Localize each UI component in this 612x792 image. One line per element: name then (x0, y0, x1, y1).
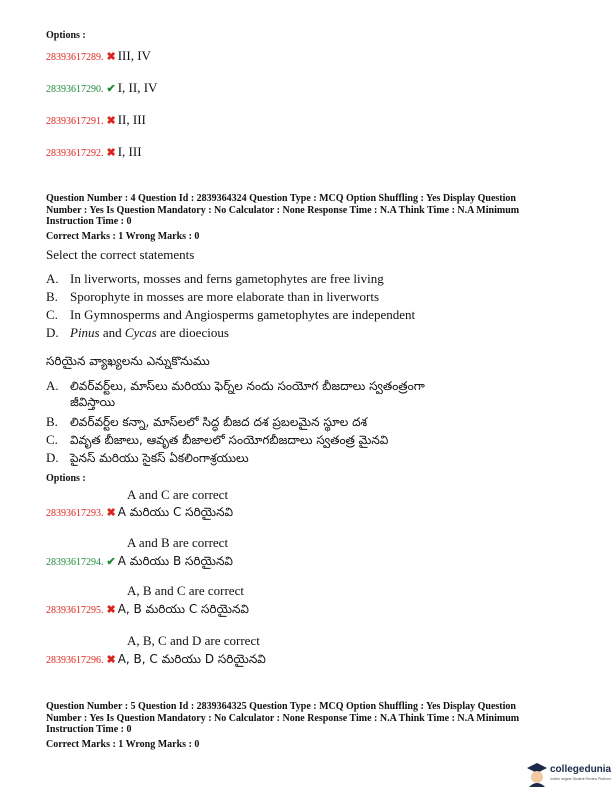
statement-label: C. (46, 307, 58, 322)
options-heading: Options : (46, 30, 86, 41)
cross-icon: ✖ (106, 147, 116, 159)
statement-label: D. (46, 450, 59, 465)
statement-text: వివృత బీజాలు, ఆవృత బీజాలలో సంయోగబీజదాలు స్వతంత్ర మైనవి (70, 433, 389, 447)
option-text-en: A, B, C and D are correct (127, 633, 260, 648)
statement-te-b (46, 414, 367, 432)
question-5-meta (46, 701, 566, 736)
question-4-prompt-en: Select the correct statements (46, 247, 195, 262)
option-text-en: A and B are correct (127, 535, 229, 550)
check-icon: ✔ (106, 556, 116, 568)
statement-italic: Cycas (124, 325, 157, 340)
question-4-options-heading: Options : (46, 473, 86, 484)
statement-text: In Gymnosperms and Angiosperms gametophytes are independent (70, 307, 416, 322)
statement-label: B. (46, 289, 58, 304)
statement-label: D. (46, 325, 59, 340)
graduate-icon (526, 761, 548, 787)
option-text: I, II, IV (117, 80, 158, 95)
option-text-en: A, B and C are correct (127, 583, 244, 598)
statement-text: Sporophyte in mosses are more elaborate than in liverworts (70, 289, 380, 304)
statement-en-d (46, 325, 229, 341)
question-4-marks: Correct Marks : 1 Wrong Marks : 0 (46, 231, 200, 242)
option-id: 28393617291. (46, 116, 104, 127)
option-row[interactable] (46, 552, 233, 571)
question-5-marks: Correct Marks : 1 Wrong Marks : 0 (46, 739, 200, 750)
option-row[interactable] (46, 143, 142, 161)
cross-icon: ✖ (106, 604, 116, 616)
cross-icon: ✖ (106, 654, 116, 666)
statement-te-a-cont: జీవిస్తాయి (70, 395, 116, 409)
option-text-te: A మరియు C సరియైనవి (117, 505, 234, 519)
statement-text: In liverworts, mosses and ferns gametophytes are free living (70, 271, 384, 286)
statement-label: C. (46, 432, 58, 447)
meta-line: Number : Yes Is Question Mandatory : No Calculator : None Response Time : N.A Think Time : N.A Minimum (46, 712, 520, 724)
statement-label: B. (46, 414, 58, 429)
option-id: 28393617296. (46, 655, 104, 666)
check-icon: ✔ (106, 83, 116, 95)
statement-text: లివర్‌వర్ట్‌లు, మాస్‌లు మరియు ఫెర్న్‌ల నందు సంయోగ బీజదాలు స్వతంత్రంగా (70, 379, 425, 393)
question-4-prompt-te: సరియైన వ్యాఖ్యలను ఎన్నుకొనుము (46, 354, 210, 368)
option-id: 28393617293. (46, 508, 104, 519)
statement-text: లివర్‌వర్ట్‌ల కన్నా, మాస్‌లలో సిద్ధ బీజద దశ ప్రబలమైన స్థూల దశ (70, 415, 368, 429)
option-id: 28393617294. (46, 557, 104, 568)
statement-te-c (46, 432, 388, 450)
option-row[interactable] (46, 600, 249, 619)
statement-en-a (46, 271, 384, 287)
option-text: II, III (117, 112, 146, 127)
option-text-en: A and C are correct (127, 487, 229, 502)
statement-text: are dioecious (156, 325, 229, 340)
cross-icon: ✖ (106, 507, 116, 519)
option-text-te: A, B, C మరియు D సరియైనవి (117, 652, 266, 666)
logo-tagline: India's largest Student Review Platform (550, 777, 611, 781)
option-row[interactable] (46, 650, 266, 669)
cross-icon: ✖ (106, 115, 116, 127)
option-text-te: A, B మరియు C సరియైనవి (117, 602, 249, 616)
option-row[interactable] (46, 503, 233, 522)
question-4-meta (46, 193, 566, 228)
meta-line: Instruction Time : 0 (46, 724, 132, 736)
option-row[interactable] (46, 47, 151, 65)
meta-line: Number : Yes Is Question Mandatory : No Calculator : None Response Time : N.A Think Time : N.A Minimum (46, 204, 520, 216)
statement-en-b (46, 289, 379, 305)
cross-icon: ✖ (106, 51, 116, 63)
option-id: 28393617292. (46, 148, 104, 159)
option-text-te: A మరియు B సరియైనవి (117, 554, 233, 568)
statement-italic: Pinus (70, 325, 100, 340)
statement-text: and (99, 325, 125, 340)
logo-brand: collegedunia (550, 764, 612, 775)
option-row[interactable] (46, 111, 146, 129)
statement-label: A. (46, 378, 59, 393)
option-id: 28393617295. (46, 605, 104, 616)
option-id: 28393617289. (46, 52, 104, 63)
option-row[interactable] (46, 79, 157, 97)
collegedunia-logo (526, 758, 612, 790)
meta-line: Question Number : 4 Question Id : 2839364324 Question Type : MCQ Option Shuffling : Yes Display Question (46, 193, 516, 204)
meta-line: Question Number : 5 Question Id : 2839364325 Question Type : MCQ Option Shuffling : Yes Display Question (46, 701, 516, 712)
statement-te-d (46, 450, 249, 468)
option-id: 28393617290. (46, 84, 104, 95)
statement-en-c (46, 307, 415, 323)
statement-text: పైనస్ మరియు సైకస్ ఏకలింగాశ్రయులు (70, 451, 249, 465)
statement-label: A. (46, 271, 59, 286)
option-text: III, IV (117, 48, 151, 63)
meta-line: Instruction Time : 0 (46, 216, 132, 228)
option-text: I, III (117, 144, 142, 159)
statement-te-a (46, 378, 526, 396)
